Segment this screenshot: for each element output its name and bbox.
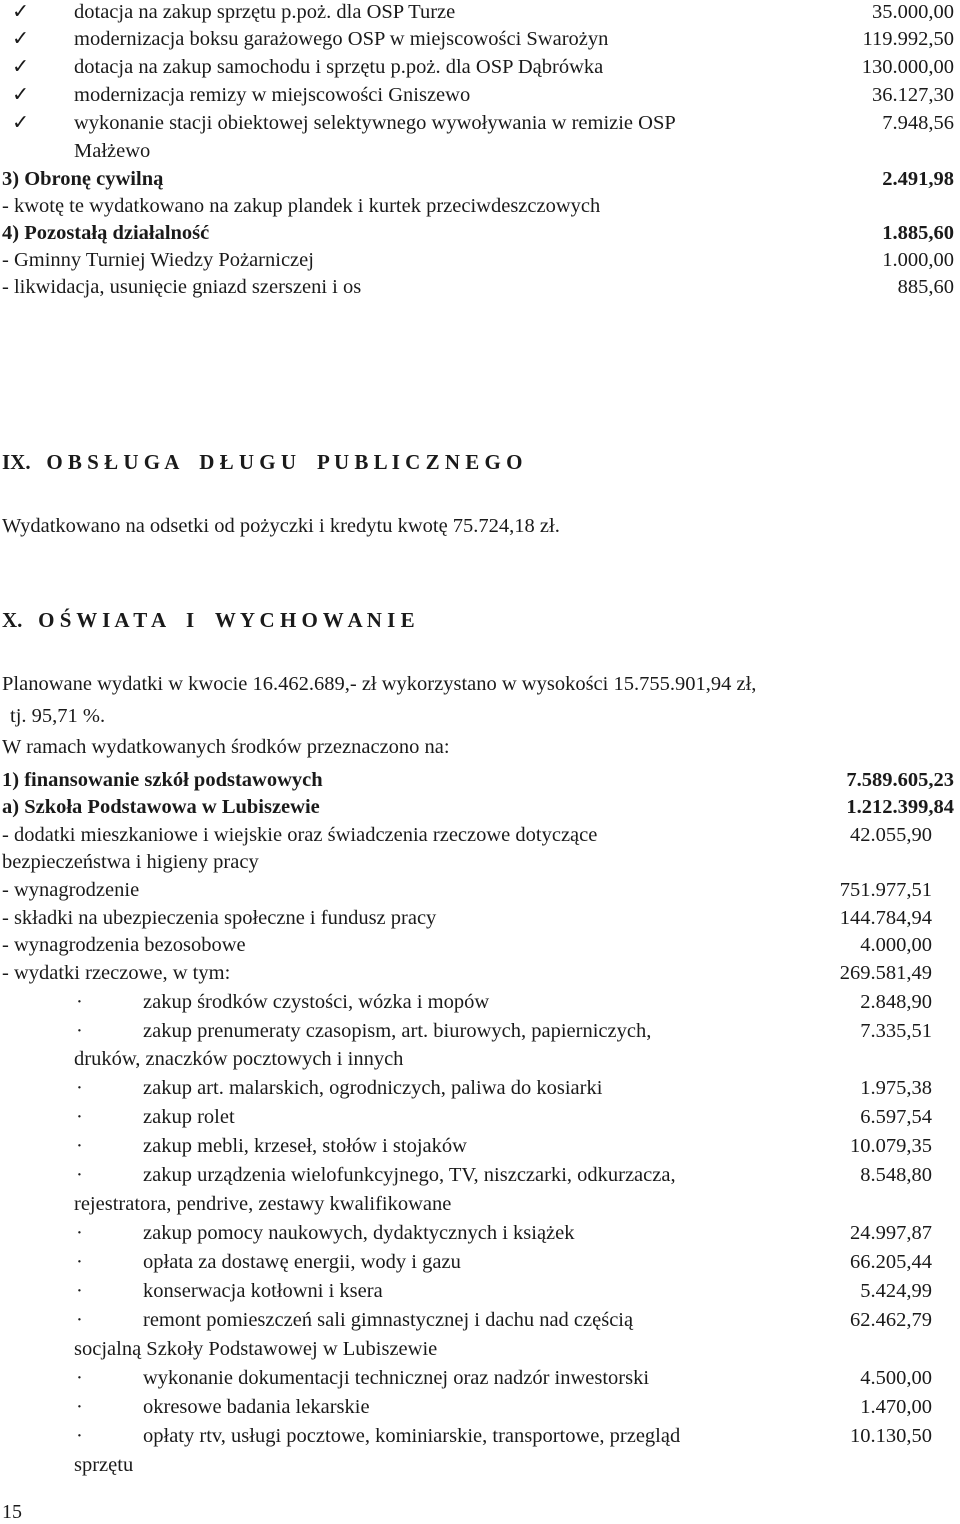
sub1-row — [0, 768, 960, 794]
bullet-item-label: zakup mebli, krzeseł, stołów i stojaków — [143, 1135, 467, 1157]
osp-item-label: modernizacja boksu garażowego OSP w miejscowości Swarożyn — [74, 28, 609, 50]
pozostala-amount: 1.885,60 — [882, 222, 954, 244]
osp-item — [0, 55, 960, 81]
bullet-item — [0, 1134, 960, 1160]
bullet-item — [0, 1395, 960, 1421]
expense-line-label: - wynagrodzenie — [2, 879, 140, 901]
expense-line-amount: 42.055,90 — [850, 824, 932, 846]
bullet-item-amount: 8.548,80 — [860, 1164, 932, 1186]
bullet-icon: · — [76, 1020, 83, 1042]
bullet-icon: · — [76, 1396, 83, 1418]
obrona-note: - kwotę te wydatkowano na zakup plandek i kurtek przeciwdeszczowych — [2, 195, 601, 217]
bullet-item-label: zakup urządzenia wielofunkcyjnego, TV, niszczarki, odkurzacza, — [143, 1164, 676, 1186]
osp-item-label: modernizacja remizy w miejscowości Gniszewo — [74, 84, 471, 106]
bullet-item-label: okresowe badania lekarskie — [143, 1396, 370, 1418]
bullet-item-label: opłata za dostawę energii, wody i gazu — [143, 1251, 461, 1273]
bullet-item-amount: 1.975,38 — [860, 1077, 932, 1099]
bullet-icon: · — [76, 1280, 83, 1302]
bullet-item — [0, 1019, 960, 1045]
pozostala-item — [0, 275, 960, 301]
bullet-item — [0, 1076, 960, 1102]
checkmark-icon: ✓ — [12, 28, 30, 50]
bullet-item — [0, 1105, 960, 1131]
bullet-item-label: zakup prenumeraty czasopism, art. biurowych, papierniczych, — [143, 1020, 652, 1042]
bullet-icon: · — [76, 991, 83, 1013]
bullet-item-continuation — [0, 1337, 960, 1363]
bullet-item — [0, 1424, 960, 1450]
bullet-item-amount: 5.424,99 — [860, 1280, 932, 1302]
expense-line-amount: 4.000,00 — [860, 934, 932, 956]
bullet-item-label-cont: druków, znaczków pocztowych i innych — [74, 1048, 404, 1070]
osp-item-amount: 130.000,00 — [861, 56, 954, 78]
bullet-item-amount: 10.130,50 — [850, 1425, 932, 1447]
osp-item-label-cont: Małżewo — [74, 140, 151, 162]
expense-line — [0, 823, 960, 849]
bullet-item-amount: 66.205,44 — [850, 1251, 932, 1273]
expense-line-amount: 751.977,51 — [839, 879, 932, 901]
osp-item-amount: 119.992,50 — [862, 28, 954, 50]
section-x-text3: W ramach wydatkowanych środków przeznaczono na: — [2, 736, 450, 758]
checkmark-icon: ✓ — [12, 112, 30, 134]
expense-line-amount: 144.784,94 — [839, 907, 932, 929]
section-ix-title: IX. O B S Ł U G A D Ł U G U P U B L I C Z N E G O — [2, 450, 523, 474]
bullet-item-label: zakup art. malarskich, ogrodniczych, paliwa do kosiarki — [143, 1077, 603, 1099]
bullet-item-continuation — [0, 1192, 960, 1218]
bullet-item-continuation — [0, 1453, 960, 1479]
bullet-item-amount: 4.500,00 — [860, 1367, 932, 1389]
bullet-item — [0, 1366, 960, 1392]
obrona-note-row — [0, 194, 960, 220]
osp-item-amount: 36.127,30 — [872, 84, 954, 106]
pozostala-item-label: - likwidacja, usunięcie gniazd szerszeni i os — [2, 276, 362, 298]
osp-item-continuation — [0, 139, 960, 165]
expense-line-amount: 269.581,49 — [839, 962, 932, 984]
bullet-item-continuation — [0, 1047, 960, 1073]
osp-item-label: dotacja na zakup samochodu i sprzętu p.poż. dla OSP Dąbrówka — [74, 56, 604, 78]
bullet-item-amount: 6.597,54 — [860, 1106, 932, 1128]
checkmark-icon: ✓ — [12, 56, 30, 78]
bullet-item-label: remont pomieszczeń sali gimnastycznej i dachu nad częścią — [143, 1309, 634, 1331]
bullet-icon: · — [76, 1222, 83, 1244]
osp-item-label: dotacja na zakup sprzętu p.poż. dla OSP Turze — [74, 1, 456, 23]
bullet-icon: · — [76, 1077, 83, 1099]
bullet-item-amount: 2.848,90 — [860, 991, 932, 1013]
bullet-item-label: opłaty rtv, usługi pocztowe, kominiarskie, transportowe, przegląd — [143, 1425, 681, 1447]
page-number: 15 — [2, 1501, 22, 1523]
expense-line-label-cont: bezpieczeństwa i higieny pracy — [2, 851, 259, 873]
osp-item — [0, 83, 960, 109]
expense-line-label: - składki na ubezpieczenia społeczne i fundusz pracy — [2, 907, 437, 929]
obrona-header — [0, 167, 960, 193]
bullet-icon: · — [76, 1135, 83, 1157]
bullet-item-amount: 24.997,87 — [850, 1222, 932, 1244]
pozostala-item — [0, 248, 960, 274]
expense-line — [0, 878, 960, 904]
expense-line — [0, 961, 960, 987]
section-x-text1: Planowane wydatki w kwocie 16.462.689,- zł wykorzystano w wysokości 15.755.901,94 zł, — [2, 673, 757, 695]
obrona-amount: 2.491,98 — [882, 168, 954, 190]
bullet-icon: · — [76, 1425, 83, 1447]
osp-item — [0, 27, 960, 53]
bullet-item-amount: 62.462,79 — [850, 1309, 932, 1331]
bullet-item — [0, 1250, 960, 1276]
bullet-item-label-cont: sprzętu — [74, 1454, 134, 1476]
expense-line-continuation — [0, 850, 960, 876]
bullet-item-amount: 7.335,51 — [860, 1020, 932, 1042]
expense-line-label: - wynagrodzenia bezosobowe — [2, 934, 246, 956]
bullet-item — [0, 1221, 960, 1247]
bullet-item-label: zakup pomocy naukowych, dydaktycznych i książek — [143, 1222, 575, 1244]
bullet-item — [0, 1163, 960, 1189]
bullet-icon: · — [76, 1106, 83, 1128]
sub1-amount: 7.589.605,23 — [846, 769, 954, 791]
pozostala-item-label: - Gminny Turniej Wiedzy Pożarniczej — [2, 249, 314, 271]
bullet-icon: · — [76, 1164, 83, 1186]
bullet-item-amount: 1.470,00 — [860, 1396, 932, 1418]
bullet-item-label: wykonanie dokumentacji technicznej oraz nadzór inwestorski — [143, 1367, 650, 1389]
bullet-icon: · — [76, 1251, 83, 1273]
pozostala-title: 4) Pozostałą działalność — [2, 222, 210, 244]
sub2-amount: 1.212.399,84 — [846, 796, 954, 818]
expense-line — [0, 906, 960, 932]
section-x-title: X. O Ś W I A T A I W Y C H O W A N I E — [2, 608, 415, 632]
bullet-item-label-cont: rejestratora, pendrive, zestawy kwalifikowane — [74, 1193, 452, 1215]
bullet-item-label: zakup rolet — [143, 1106, 235, 1128]
sub1-label: 1) finansowanie szkół podstawowych — [2, 769, 323, 791]
bullet-icon: · — [76, 1367, 83, 1389]
expense-line-label: - wydatki rzeczowe, w tym: — [2, 962, 231, 984]
expense-line-label: - dodatki mieszkaniowe i wiejskie oraz świadczenia rzeczowe dotyczące — [2, 824, 598, 846]
section-ix-text: Wydatkowano na odsetki od pożyczki i kredytu kwotę 75.724,18 zł. — [2, 515, 560, 537]
bullet-item-label: zakup środków czystości, wózka i mopów — [143, 991, 490, 1013]
osp-item — [0, 0, 960, 26]
bullet-item — [0, 1279, 960, 1305]
sub2-row — [0, 795, 960, 821]
osp-item-amount: 7.948,56 — [882, 112, 954, 134]
checkmark-icon: ✓ — [12, 84, 30, 106]
checkmark-icon: ✓ — [12, 1, 30, 23]
obrona-title: 3) Obronę cywilną — [2, 168, 164, 190]
bullet-item-amount: 10.079,35 — [850, 1135, 932, 1157]
expense-line — [0, 933, 960, 959]
sub2-label: a) Szkoła Podstawowa w Lubiszewie — [2, 796, 320, 818]
bullet-item-label-cont: socjalną Szkoły Podstawowej w Lubiszewie — [74, 1338, 438, 1360]
pozostala-item-amount: 885,60 — [897, 276, 954, 298]
pozostala-header — [0, 221, 960, 247]
bullet-item — [0, 1308, 960, 1334]
bullet-item — [0, 990, 960, 1016]
osp-item-amount: 35.000,00 — [872, 1, 954, 23]
osp-item-label: wykonanie stacji obiektowej selektywnego wywoływania w remizie OSP — [74, 112, 676, 134]
section-x-text2: tj. 95,71 %. — [10, 705, 106, 727]
osp-item — [0, 111, 960, 137]
bullet-item-label: konserwacja kotłowni i ksera — [143, 1280, 383, 1302]
pozostala-item-amount: 1.000,00 — [882, 249, 954, 271]
bullet-icon: · — [76, 1309, 83, 1331]
